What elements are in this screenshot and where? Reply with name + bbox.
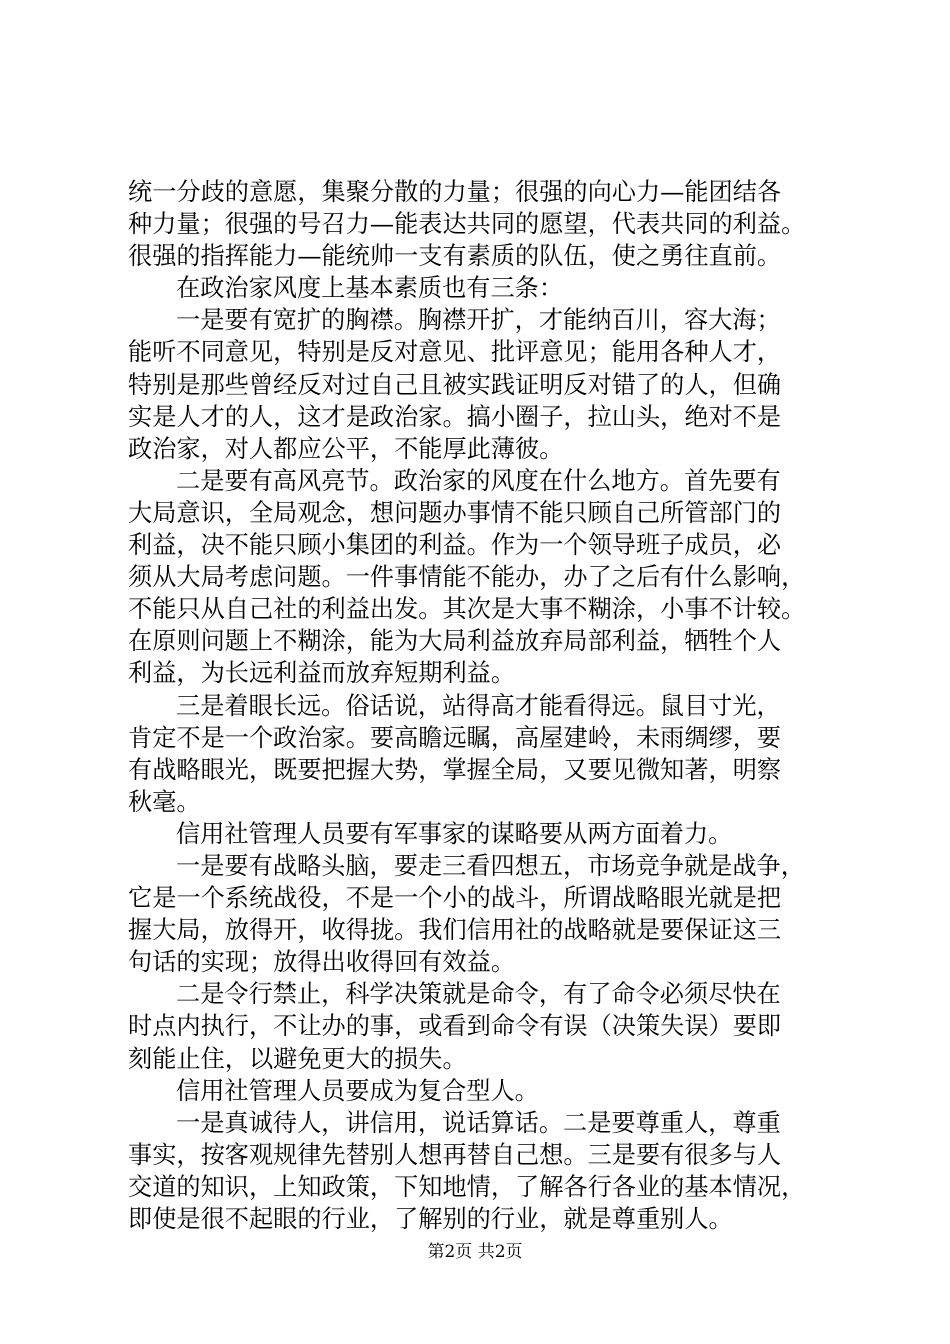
text-line: 握大局，放得开，收得拢。我们信用社的战略就是要保证这三 bbox=[128, 916, 782, 945]
text-line: 时点内执行，不让办的事，或看到命令有误（决策失误）要即 bbox=[128, 1012, 782, 1041]
text-line: 在原则问题上不糊涂，能为大局利益放弃局部利益，牺牲个人 bbox=[128, 627, 782, 656]
text-line: 三是着眼长远。俗话说，站得高才能看得远。鼠目寸光， bbox=[176, 691, 781, 720]
text-line: 信用社管理人员要有军事家的谋略要从两方面着力。 bbox=[176, 819, 733, 848]
text-line: 须从大局考虑问题。一件事情能不能办，办了之后有什么影响， bbox=[128, 563, 806, 592]
text-line: 不能只从自己社的利益出发。其次是大事不糊涂，小事不计较。 bbox=[128, 595, 806, 624]
text-line: 特别是那些曾经反对过自己且被实践证明反对错了的人，但确 bbox=[128, 370, 782, 399]
text-line: 肯定不是一个政治家。要高瞻远瞩，高屋建岭，未雨绸缪，要 bbox=[128, 723, 782, 752]
text-line: 统一分歧的意愿，集聚分散的力量；很强的向心力—能团结各 bbox=[128, 178, 782, 206]
page-number-label: 第2页 共2页 bbox=[427, 1242, 523, 1262]
text-line: 政治家，对人都应公平，不能厚此薄彼。 bbox=[128, 434, 564, 463]
text-line: 交道的知识，上知政策，下知地情，了解各行各业的基本情况， bbox=[128, 1172, 806, 1201]
text-line: 有战略眼光，既要把握大势，掌握全局，又要见微知著，明察 bbox=[128, 755, 782, 784]
text-line: 刻能止住，以避免更大的损失。 bbox=[128, 1044, 467, 1073]
text-line: 能听不同意见，特别是反对意见、批评意见；能用各种人才， bbox=[128, 338, 782, 367]
text-line: 事实，按客观规律先替别人想再替自己想。三是要有很多与人 bbox=[128, 1140, 782, 1169]
text-line: 利益，决不能只顾小集团的利益。作为一个领导班子成员，必 bbox=[128, 531, 782, 560]
text-line: 二是令行禁止，科学决策就是命令，有了命令必须尽快在 bbox=[176, 980, 781, 1009]
page-footer bbox=[0, 1242, 950, 1262]
text-line: 很强的指挥能力—能统帅一支有素质的队伍，使之勇往直前。 bbox=[128, 242, 782, 271]
text-line: 秋毫。 bbox=[128, 787, 201, 816]
text-line: 实是人才的人，这才是政治家。搞小圈子，拉山头，绝对不是 bbox=[128, 402, 782, 431]
document-body bbox=[128, 176, 858, 1235]
text-line: 一是真诚待人，讲信用，说话算话。二是要尊重人，尊重 bbox=[176, 1108, 781, 1137]
text-line: 二是要有高风亮节。政治家的风度在什么地方。首先要有 bbox=[176, 466, 781, 495]
text-line: 一是要有宽扩的胸襟。胸襟开扩，才能纳百川，容大海； bbox=[176, 306, 781, 335]
text-line: 利益，为长远利益而放弃短期利益。 bbox=[128, 659, 516, 688]
text-line: 句话的实现；放得出收得回有效益。 bbox=[128, 948, 516, 977]
text-line: 它是一个系统战役，不是一个小的战斗，所谓战略眼光就是把 bbox=[128, 884, 782, 913]
text-line: 一是要有战略头脑，要走三看四想五，市场竞争就是战争， bbox=[176, 851, 805, 880]
text-line: 在政治家风度上基本素质也有三条： bbox=[176, 274, 564, 303]
text-line: 种力量；很强的号召力—能表达共同的愿望，代表共同的利益。 bbox=[128, 210, 806, 239]
text-line: 大局意识，全局观念，想问题办事情不能只顾自己所管部门的 bbox=[128, 498, 782, 527]
text-line: 信用社管理人员要成为复合型人。 bbox=[176, 1076, 539, 1105]
text-line: 即使是很不起眼的行业，了解别的行业，就是尊重别人。 bbox=[128, 1205, 733, 1233]
